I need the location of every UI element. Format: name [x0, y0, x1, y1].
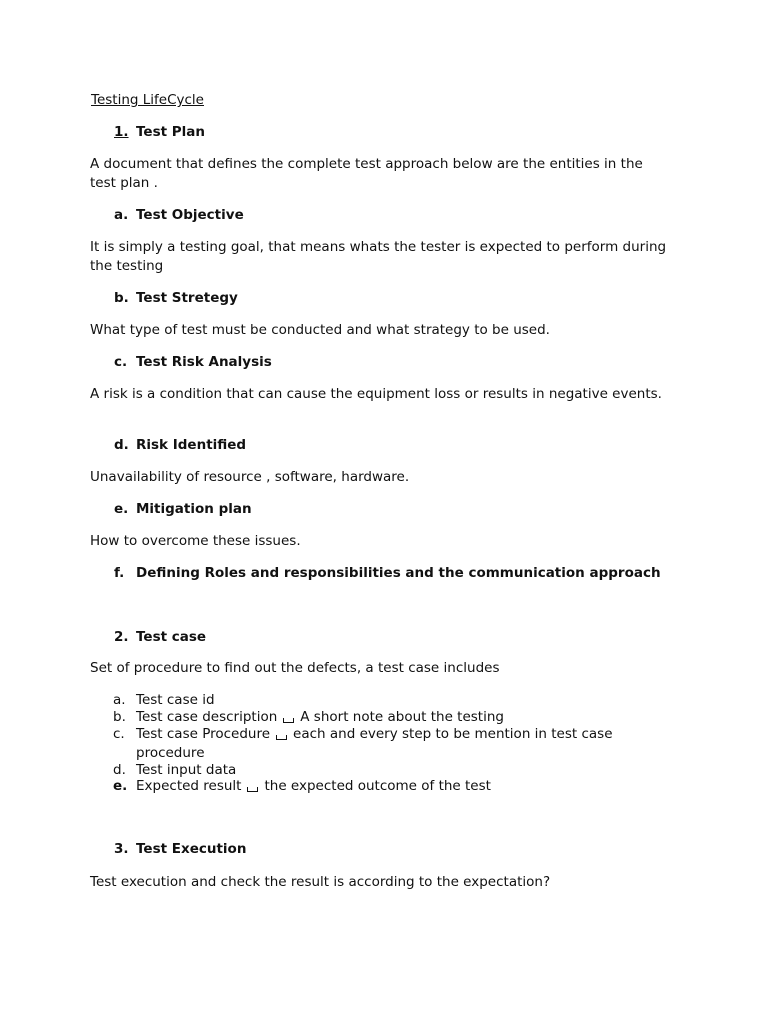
subsection-e-heading: Mitigation plan [136, 501, 252, 517]
subsection-b-heading: Test Stretegy [136, 290, 238, 306]
list-item [136, 709, 656, 726]
list-item-detail: each and every step to be mention in test case [293, 726, 613, 742]
subsection-b-text: What type of test must be conducted and what strategy to be used. [90, 322, 550, 338]
list-item-label: procedure [136, 745, 205, 761]
section-2-intro: Set of procedure to find out the defects, a test case includes [90, 660, 500, 676]
arrow-icon [283, 718, 294, 723]
list-item-marker: d. [113, 762, 126, 778]
subsection-c-marker: c. [114, 354, 128, 370]
document-title: Testing LifeCycle [91, 92, 204, 108]
list-item-label: Test input data [136, 762, 237, 778]
list-item-continuation [136, 745, 656, 762]
arrow-icon [276, 735, 287, 740]
list-item [136, 692, 656, 709]
subsection-e-text: How to overcome these issues. [90, 533, 301, 549]
subsection-a-marker: a. [114, 207, 129, 223]
list-item-label: Test case description [136, 709, 278, 725]
section-2-number: 2. [114, 629, 129, 645]
list-item-marker: b. [113, 709, 126, 725]
list-item-label: Test case Procedure [136, 726, 271, 742]
list-item-marker: c. [113, 726, 125, 742]
list-item-detail: A short note about the testing [300, 709, 504, 725]
section-3-intro: Test execution and check the result is according to the expectation? [90, 874, 551, 890]
subsection-c-text: A risk is a condition that can cause the equipment loss or results in negative events. [90, 386, 662, 402]
subsection-a-text: It is simply a testing goal, that means whats the tester is expected to perform during the testing [90, 239, 667, 274]
list-item-label: Test case id [136, 692, 215, 708]
list-item-marker: e. [113, 778, 128, 794]
subsection-a-heading: Test Objective [136, 207, 244, 223]
list-item-marker: a. [113, 692, 126, 708]
arrow-icon [247, 787, 258, 792]
subsection-d-heading: Risk Identified [136, 437, 247, 453]
list-item [136, 778, 656, 795]
list-item [136, 726, 656, 743]
list-item-detail: the expected outcome of the test [264, 778, 491, 794]
subsection-e-marker: e. [114, 501, 129, 517]
section-3-heading: Test Execution [136, 841, 247, 857]
subsection-f-marker: f. [114, 565, 125, 581]
subsection-d-text: Unavailability of resource , software, hardware. [90, 469, 410, 485]
list-item [136, 762, 656, 779]
subsection-c-heading: Test Risk Analysis [136, 354, 272, 370]
section-1-heading: Test Plan [136, 124, 206, 140]
subsection-f-heading: Defining Roles and responsibilities and the communication approach [136, 565, 661, 581]
section-1-number: 1. [114, 124, 129, 140]
list-item-label: Expected result [136, 778, 242, 794]
subsection-d-marker: d. [114, 437, 129, 453]
subsection-b-marker: b. [114, 290, 129, 306]
section-3-number: 3. [114, 841, 129, 857]
section-1-intro: A document that defines the complete test approach below are the entities in the test plan . [90, 156, 643, 191]
section-2-heading: Test case [136, 629, 207, 645]
